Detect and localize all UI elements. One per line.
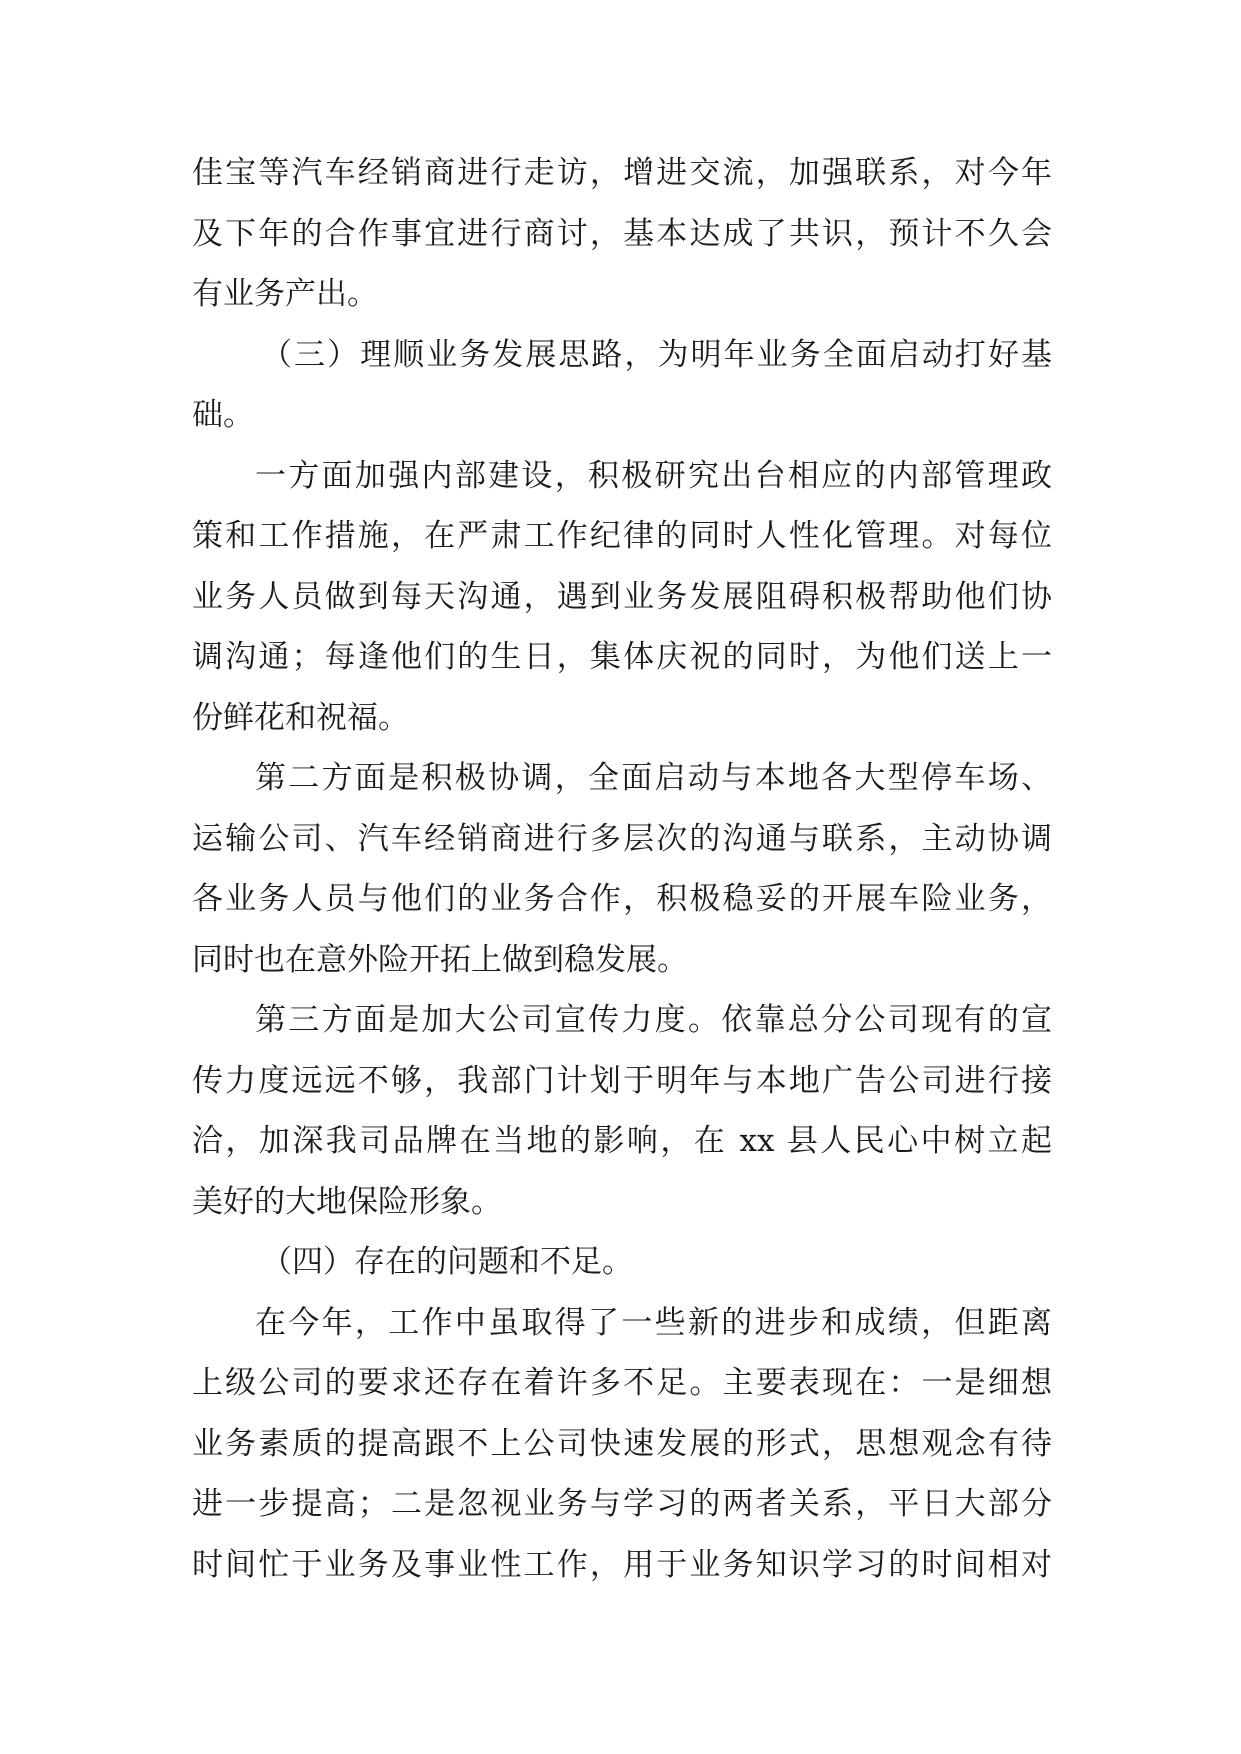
text-line: 传力度远远不够，我部门计划于明年与本地广告公司进行接: [192, 1062, 1052, 1099]
text-line: 各业务人员与他们的业务合作，积极稳妥的开展车险业务，: [192, 881, 1052, 917]
section-heading: （四）存在的问题和不足。: [261, 1244, 633, 1280]
text-line: 进一步提高；二是忽视业务与学习的两者关系，平日大部分: [192, 1486, 1052, 1522]
text-line: 第二方面是积极协调，全面启动与本地各大型停车场、: [255, 760, 1052, 796]
text-line: 时间忙于业务及事业性工作，用于业务知识学习的时间相对: [192, 1546, 1052, 1583]
text-line: 同时也在意外险开拓上做到稳发展。: [192, 941, 688, 978]
text-line: 第三方面是加大公司宣传力度。依靠总分公司现有的宣: [255, 1002, 1052, 1038]
text-line: 业务人员做到每天沟通，遇到业务发展阻碍积极帮助他们协: [192, 578, 1052, 615]
text-line: 佳宝等汽车经销商进行走访，增进交流，加强联系，对今年: [192, 155, 1052, 191]
text-line: 份鲜花和祝福。: [192, 699, 409, 736]
text-line: 洽，加深我司品牌在当地的影响，在 xx 县人民心中树立起: [192, 1123, 1052, 1159]
text-line: 一方面加强内部建设，积极研究出台相应的内部管理政: [255, 457, 1052, 494]
text-line: 上级公司的要求还存在着许多不足。主要表现在：一是细想: [192, 1365, 1052, 1401]
text-line: 有业务产出。: [192, 276, 378, 312]
text-line: 美好的大地保险形象。: [192, 1183, 502, 1220]
text-line: 运输公司、汽车经销商进行多层次的沟通与联系，主动协调: [192, 820, 1052, 857]
document-page: [192, 155, 1052, 1610]
text-line: 及下年的合作事宜进行商讨，基本达成了共识，预计不久会: [192, 215, 1052, 252]
text-line: 在今年，工作中虽取得了一些新的进步和成绩，但距离: [255, 1304, 1052, 1341]
section-heading: （三）理顺业务发展思路，为明年业务全面启动打好基: [261, 336, 1052, 373]
text-line: 础。: [192, 397, 254, 433]
text-line: 调沟通；每逢他们的生日，集体庆祝的同时，为他们送上一: [192, 639, 1052, 675]
text-line: 业务素质的提高跟不上公司快速发展的形式，思想观念有待: [192, 1425, 1052, 1462]
text-line: 策和工作措施，在严肃工作纪律的同时人性化管理。对每位: [192, 518, 1052, 554]
